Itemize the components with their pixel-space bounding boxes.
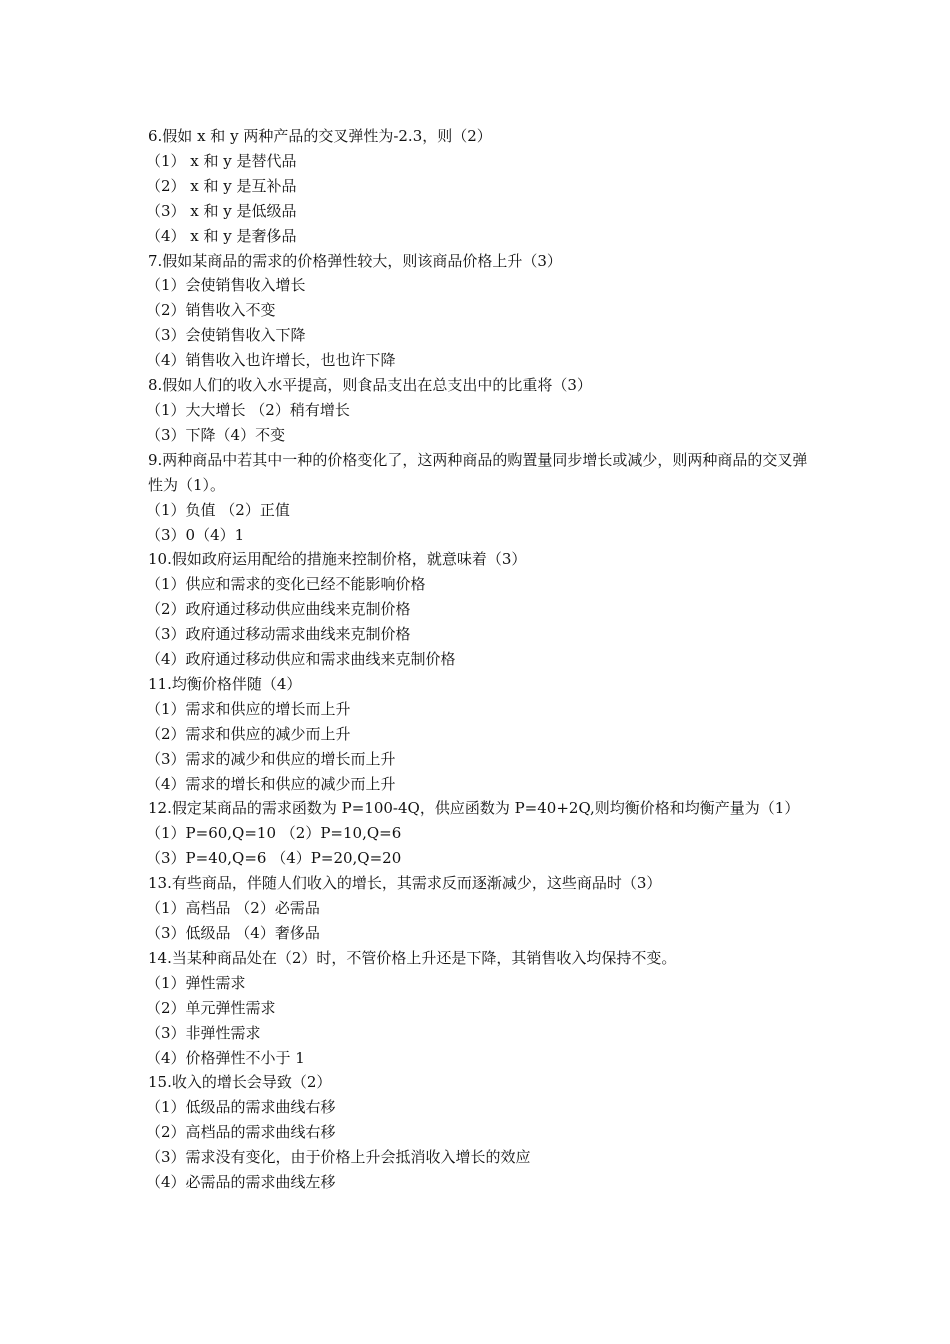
- question-text: 8.假如人们的收入水平提高，则食品支出在总支出中的比重将（3）: [148, 376, 592, 395]
- answer-option: （1）会使销售收入增长: [146, 276, 306, 295]
- answer-option: （3）需求的减少和供应的增长而上升: [146, 749, 396, 768]
- answer-option: （4）需求的增长和供应的减少而上升: [146, 774, 396, 793]
- answer-option: （3）会使销售收入下降: [146, 326, 306, 345]
- answer-option: （3）P=40,Q=6 （4）P=20,Q=20: [146, 849, 402, 868]
- answer-option: （1）需求和供应的增长而上升: [146, 699, 351, 718]
- answer-option: （2）政府通过移动供应曲线来克制价格: [146, 600, 411, 619]
- answer-option: （2）单元弹性需求: [146, 998, 276, 1017]
- answer-option: （2）高档品的需求曲线右移: [146, 1123, 336, 1142]
- question-text: 12.假定某商品的需求函数为 P=100-4Q，供应函数为 P=40+2Q,则均衡价格和均衡产量为（1）: [148, 799, 800, 818]
- answer-option: （1）高档品 （2）必需品: [146, 899, 320, 918]
- document-body: [146, 124, 816, 1195]
- answer-option: （2） x 和 y 是互补品: [146, 176, 297, 195]
- answer-option: （3）非弹性需求: [146, 1023, 261, 1042]
- question-text: 11.均衡价格伴随（4）: [148, 674, 302, 693]
- answer-option: （1） x 和 y 是替代品: [146, 151, 297, 170]
- question-text: 14.当某种商品处在（2）时，不管价格上升还是下降，其销售收入均保持不变。: [148, 948, 677, 967]
- question-text: 6.假如 x 和 y 两种产品的交叉弹性为-2.3，则（2）: [148, 127, 492, 145]
- answer-option: （1）低级品的需求曲线右移: [146, 1098, 336, 1117]
- answer-option: （2）需求和供应的减少而上升: [146, 724, 351, 743]
- answer-option: （3）政府通过移动需求曲线来克制价格: [146, 625, 411, 644]
- answer-option: （4）政府通过移动供应和需求曲线来克制价格: [146, 650, 456, 669]
- answer-option: （3）需求没有变化，由于价格上升会抵消收入增长的效应: [146, 1148, 531, 1167]
- answer-option: （2）销售收入不变: [146, 301, 276, 320]
- answer-option: （1）弹性需求: [146, 973, 246, 992]
- answer-option: （1）P=60,Q=10 （2）P=10,Q=6: [146, 824, 402, 843]
- question-text: 10.假如政府运用配给的措施来控制价格，就意味着（3）: [148, 550, 527, 569]
- answer-option: （4）销售收入也许增长，也也许下降: [146, 351, 396, 370]
- answer-option: （3）下降（4）不变: [146, 425, 286, 444]
- answer-option: （3） x 和 y 是低级品: [146, 201, 297, 220]
- question-text: 9.两种商品中若其中一种的价格变化了，这两种商品的购置量同步增长或减少，则两种商品的交叉弹性为（1）。: [148, 450, 808, 494]
- answer-option: （1）负值 （2）正值: [146, 500, 290, 519]
- answer-option: （4） x 和 y 是奢侈品: [146, 226, 297, 245]
- answer-option: （3）0（4）1: [146, 525, 245, 544]
- answer-option: （3）低级品 （4）奢侈品: [146, 924, 320, 942]
- answer-option: （4）必需品的需求曲线左移: [146, 1173, 336, 1192]
- answer-option: （1）供应和需求的变化已经不能影响价格: [146, 575, 426, 594]
- question-text: 13.有些商品，伴随人们收入的增长，其需求反而逐渐减少，这些商品时（3）: [148, 874, 662, 893]
- answer-option: （4）价格弹性不小于 1: [146, 1048, 305, 1067]
- answer-option: （1）大大增长 （2）稍有增长: [146, 400, 350, 419]
- question-text: 15.收入的增长会导致（2）: [148, 1073, 332, 1092]
- question-text: 7.假如某商品的需求的价格弹性较大，则该商品价格上升（3）: [148, 251, 562, 270]
